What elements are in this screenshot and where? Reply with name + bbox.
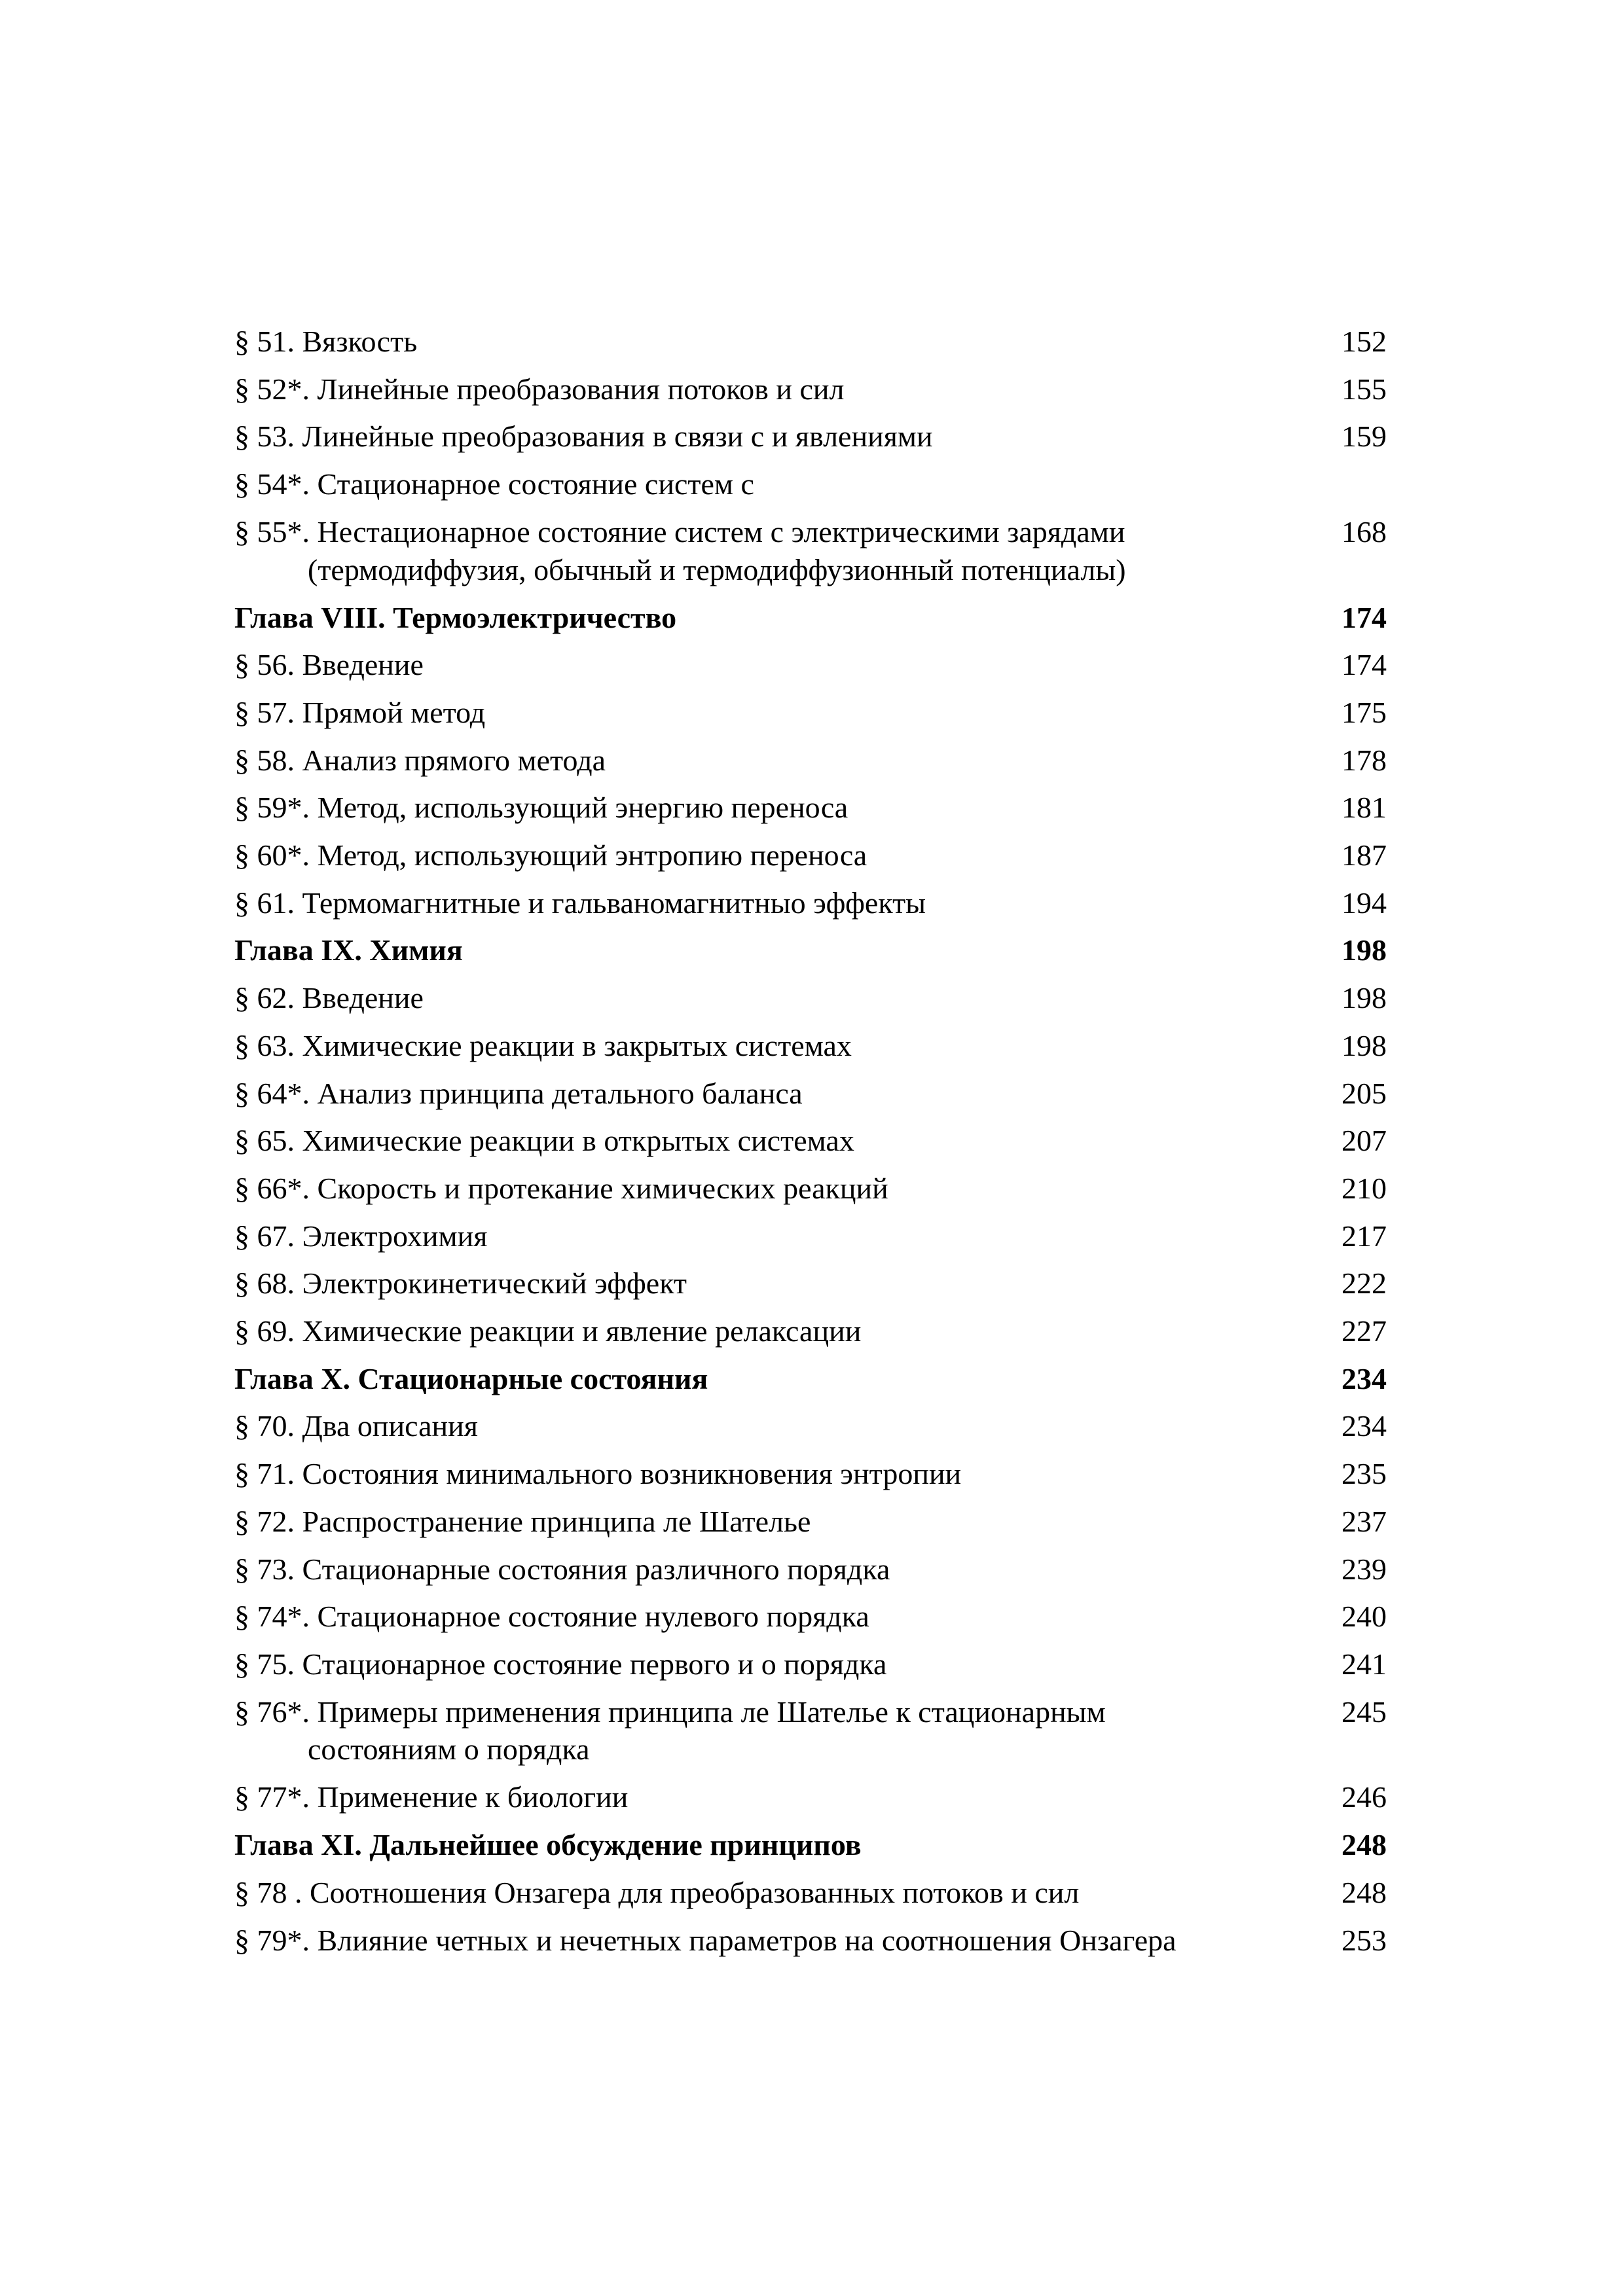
- toc-entry-page: 222: [1341, 1266, 1387, 1300]
- toc-entry-title: § 72. Распространение принципа ле Шателье: [234, 1504, 811, 1538]
- toc-entry-page: 207: [1341, 1124, 1387, 1158]
- toc-entry-title: § 65. Химические реакции в открытых системах: [234, 1124, 854, 1158]
- toc-entry-title: § 79*. Влияние четных и нечетных параметров на соотношения Онзагера: [234, 1923, 1176, 1957]
- toc-entry-page: 246: [1341, 1780, 1387, 1814]
- toc-entry: [234, 1498, 1387, 1546]
- toc-entry: [234, 1546, 1387, 1594]
- toc-entry-page: 234: [1341, 1409, 1387, 1443]
- toc-entry: [234, 461, 1387, 509]
- toc-entry: [234, 1308, 1387, 1355]
- toc-chapter-page: 198: [1341, 933, 1387, 967]
- toc-entry-page: 198: [1341, 981, 1387, 1015]
- toc-entry-title: § 66*. Скорость и протекание химических реакций: [234, 1171, 888, 1205]
- toc-entry: [234, 318, 1387, 366]
- toc-entry-page: 237: [1341, 1504, 1387, 1538]
- toc-entry: [234, 1689, 1387, 1774]
- toc-entry: [234, 1022, 1387, 1070]
- toc-entry-page: 235: [1341, 1457, 1387, 1491]
- toc-entry-title: § 71. Состояния минимального возникновения энтропии: [234, 1457, 962, 1491]
- toc-entry: [234, 880, 1387, 927]
- toc-entry: [234, 1403, 1387, 1450]
- toc-entry-title: § 77*. Применение к биологии: [234, 1780, 629, 1814]
- toc-entry-title: § 62. Введение: [234, 981, 424, 1015]
- toc-entry: [234, 366, 1387, 414]
- toc-entry-title: § 53. Линейные преобразования в связи с и явлениями: [234, 420, 933, 454]
- toc-entry: [234, 1117, 1387, 1165]
- toc-entry-page: 178: [1341, 743, 1387, 777]
- toc-entry: [234, 784, 1387, 832]
- toc-entry-page: 155: [1341, 372, 1387, 406]
- toc-entry-title: § 70. Два описания: [234, 1409, 478, 1443]
- toc-chapter: [234, 927, 1387, 975]
- toc-entry-title: § 52*. Линейные преобразования потоков и сил: [234, 372, 845, 406]
- toc-entry-title: [234, 509, 1126, 594]
- toc-entry-title: § 58. Анализ прямого метода: [234, 743, 606, 777]
- toc-chapter: [234, 1355, 1387, 1403]
- toc-chapter-title: Глава IX. Химия: [234, 933, 463, 967]
- toc-entry-title-line2: (термодиффузия, обычный и термодиффузионный потенциалы): [308, 552, 1126, 586]
- toc-entry-page: 205: [1341, 1076, 1387, 1110]
- toc-entry: [234, 641, 1387, 689]
- toc-entry-page: 152: [1341, 325, 1387, 358]
- toc-entry-title: § 69. Химические реакции и явление релаксации: [234, 1314, 862, 1348]
- toc-entry: [234, 975, 1387, 1022]
- toc-entry-title: § 63. Химические реакции в закрытых системах: [234, 1028, 852, 1062]
- toc-entry: [234, 1260, 1387, 1308]
- toc-entry-title: § 68. Электрокинетический эффект: [234, 1266, 687, 1300]
- toc-entry-title-line1: § 76*. Примеры применения принципа ле Шателье к стационарным: [234, 1695, 1106, 1729]
- toc-entry-title: § 60*. Метод, использующий энтропию переноса: [234, 838, 867, 872]
- toc-entry-page: 175: [1341, 695, 1387, 729]
- toc-entry: [234, 689, 1387, 737]
- toc-entry-page: 245: [1341, 1695, 1387, 1729]
- toc-chapter-page: 174: [1341, 600, 1387, 634]
- toc-entry-title: § 75. Стационарное состояние первого и о порядка: [234, 1647, 887, 1681]
- toc-entry: [234, 737, 1387, 785]
- toc-entry: [234, 1070, 1387, 1118]
- toc-entry-page: 168: [1341, 514, 1387, 548]
- toc-entry: [234, 1641, 1387, 1689]
- toc-entry-page: 159: [1341, 420, 1387, 454]
- toc-chapter-title: Глава XI. Дальнейшее обсуждение принципов: [234, 1828, 862, 1862]
- toc-chapter-page: 234: [1341, 1361, 1387, 1395]
- toc-entry-page: 174: [1341, 648, 1387, 682]
- toc-entry: [234, 1593, 1387, 1641]
- toc-entry-page: 227: [1341, 1314, 1387, 1348]
- toc-entry-title: § 57. Прямой метод: [234, 695, 486, 729]
- toc-entry-title: § 56. Введение: [234, 648, 424, 682]
- toc-entry-page: 210: [1341, 1171, 1387, 1205]
- toc-entry-title: § 67. Электрохимия: [234, 1219, 488, 1253]
- toc-entry: [234, 1165, 1387, 1213]
- toc-entry-title-line2: состояниям о порядка: [308, 1732, 590, 1767]
- toc-entry-title: § 78 . Соотношения Онзагера для преобразованных потоков и сил: [234, 1875, 1080, 1909]
- toc-chapter: [234, 1821, 1387, 1869]
- toc-entry-page: 181: [1341, 791, 1387, 825]
- toc-entry: [234, 1869, 1387, 1917]
- toc-entry-page: 187: [1341, 838, 1387, 872]
- toc-entry: [234, 1450, 1387, 1498]
- toc-entry-title: § 61. Термомагнитные и гальваномагнитныо эффекты: [234, 886, 926, 920]
- toc-entry-title: § 51. Вязкость: [234, 325, 418, 358]
- toc-entry-title-line1: § 55*. Нестационарное состояние систем с электрическими зарядами: [234, 514, 1125, 548]
- toc-entry-title: § 64*. Анализ принципа детального баланса: [234, 1076, 803, 1110]
- toc-entry-page: 241: [1341, 1647, 1387, 1681]
- toc-chapter: [234, 594, 1387, 642]
- table-of-contents: [234, 318, 1387, 1964]
- toc-chapter-title: Глава VIII. Термоэлектричество: [234, 600, 677, 634]
- toc-entry-page: 198: [1341, 1028, 1387, 1062]
- toc-entry-title: § 54*. Стационарное состояние систем с: [234, 467, 754, 501]
- toc-entry-page: 194: [1341, 886, 1387, 920]
- toc-entry-page: 239: [1341, 1552, 1387, 1586]
- toc-chapter-page: 248: [1341, 1828, 1387, 1862]
- toc-entry: [234, 1917, 1387, 1965]
- toc-entry-page: 217: [1341, 1219, 1387, 1253]
- toc-entry-title: § 59*. Метод, использующий энергию переноса: [234, 791, 848, 825]
- toc-entry: [234, 413, 1387, 461]
- toc-chapter-title: Глава X. Стационарные состояния: [234, 1361, 708, 1395]
- toc-entry-page: 248: [1341, 1875, 1387, 1909]
- toc-entry-title: § 74*. Стационарное состояние нулевого порядка: [234, 1600, 869, 1634]
- toc-entry-page: 240: [1341, 1600, 1387, 1634]
- toc-entry: [234, 1774, 1387, 1821]
- toc-entry-page: 253: [1341, 1923, 1387, 1957]
- toc-entry-title: § 73. Стационарные состояния различного порядка: [234, 1552, 890, 1586]
- toc-entry: [234, 509, 1387, 594]
- toc-entry: [234, 832, 1387, 880]
- toc-entry-title: [234, 1689, 1106, 1774]
- toc-entry: [234, 1213, 1387, 1261]
